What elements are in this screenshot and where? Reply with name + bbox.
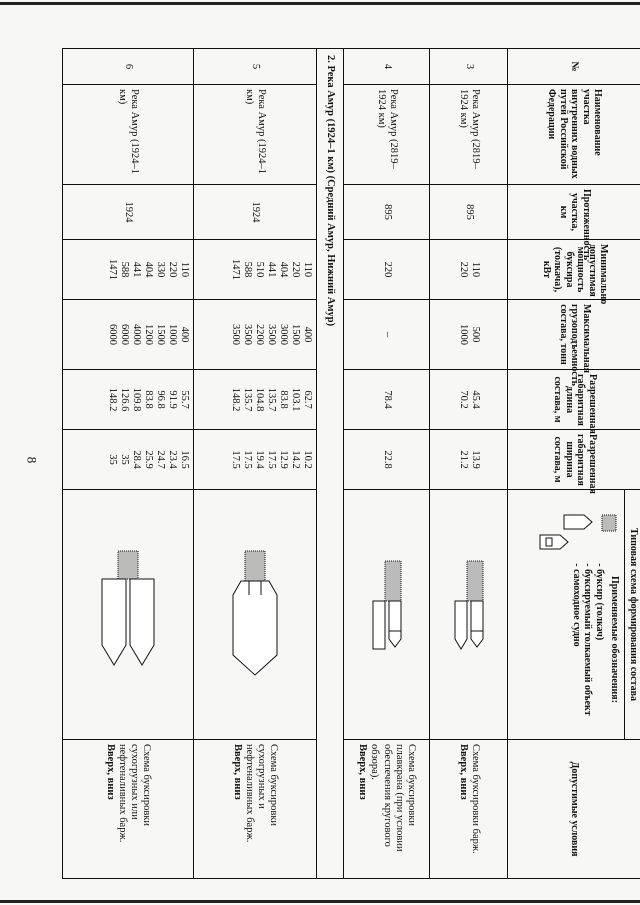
row-length: 895: [430, 185, 508, 240]
legend-item-towed: - буксируемый толкаемый объект: [582, 563, 594, 716]
row-no: 4: [343, 49, 430, 85]
legend-item-tug: - буксир (толкач): [594, 563, 605, 641]
tug-barge-scheme-icon: [447, 555, 491, 675]
row-capacity: 400 1000 1500 1200 4000 6000 6000: [63, 300, 194, 370]
page-number: 8: [24, 456, 40, 464]
header-scheme: [508, 490, 640, 740]
table-row: [194, 49, 316, 879]
row-length: 1924: [63, 185, 194, 240]
row-power: 220: [343, 240, 430, 300]
header-perm-width: Разрешенная габаритная ширина состава, м: [508, 430, 640, 490]
header-no: №: [508, 49, 640, 85]
legend-title: Применяемые обозначения:: [609, 575, 621, 704]
row-scheme: [430, 490, 508, 740]
row-perm-length: 45.4 70.2: [430, 370, 508, 430]
pushed-barge-scheme-icon: [229, 545, 281, 685]
row-power: 110 220 330 404 441 588 1471: [63, 240, 194, 300]
row-length: 895: [343, 185, 430, 240]
section-title: 2. Река Амур (1924–1 км) (Средний Амур, Нижний Амур): [316, 49, 343, 879]
row-no: 6: [63, 49, 194, 85]
row-power: 110 220 404 441 510 588 1471: [194, 240, 316, 300]
row-perm-length: 78.4: [343, 370, 430, 430]
table-row: [343, 49, 430, 879]
row-perm-width: 22.8: [343, 430, 430, 490]
table-row: [430, 49, 508, 879]
row-no: 3: [430, 49, 508, 85]
section-heading-row: [316, 49, 343, 879]
row-perm-width: 16.5 23.4 24.7 25.9 28.4 35 35: [63, 430, 194, 490]
row-conditions: Схема буксировки плавкрана (при условии обеспечения кругового обзора). Вверх, вниз: [343, 740, 430, 879]
scan-edge-bottom: [0, 900, 640, 903]
row-perm-length: 55.7 91.9 96.8 83.8 109.8 126.6 148.2: [63, 370, 194, 430]
row-perm-width: 13.9 21.2: [430, 430, 508, 490]
scan-edge-top: [0, 2, 640, 5]
convoy-regulation-table: [62, 48, 640, 879]
row-power: 110 220: [430, 240, 508, 300]
header-capacity: Максимальная грузоподъемность состава, тонн: [508, 300, 640, 370]
table-row: [63, 49, 194, 879]
row-scheme: [343, 490, 430, 740]
row-capacity: –: [343, 300, 430, 370]
header-perm-length: Разрешенная габаритная длина состава, м: [508, 370, 640, 430]
legend-symbols-icon: [537, 513, 621, 553]
row-capacity: 400 1500 3000 3500 2200 3500 3500: [194, 300, 316, 370]
header-name: Наименование участка внутренних водных путей Российской Федерации: [508, 85, 640, 185]
regulation-table-sheet: [62, 48, 640, 878]
row-no: 5: [194, 49, 316, 85]
header-length: Протяженность участка, км: [508, 185, 640, 240]
tug-crane-scheme-icon: [365, 555, 409, 675]
row-perm-width: 10.2 14.2 12.9 17.5 19.4 17.5 17.5: [194, 430, 316, 490]
row-name: Река Амур (2819–1924 км): [430, 85, 508, 185]
row-name: Река Амур (2819–1924 км): [343, 85, 430, 185]
row-perm-length: 62.7 103.1 83.8 135.7 104.8 135.7 148.2: [194, 370, 316, 430]
two-barge-scheme-icon: [98, 545, 158, 685]
row-capacity: 500 1000: [430, 300, 508, 370]
row-name: Река Амур (1924–1 км): [194, 85, 316, 185]
scheme-title: Типовая схема формирования состава: [625, 490, 640, 739]
row-length: 1924: [194, 185, 316, 240]
row-conditions: Схема буксировки сухогрузных и нефтеналивных барж. Вверх, вниз: [194, 740, 316, 879]
legend-item-selfprop: - самоходное судно: [571, 563, 582, 647]
row-name: Река Амур (1924–1 км): [63, 85, 194, 185]
row-scheme: [63, 490, 194, 740]
legend-symbols: [537, 513, 621, 553]
row-conditions: Схема буксировки барж. Вверх, вниз: [430, 740, 508, 879]
header-power: Минимально допустимая мощность буксира (толкача), кВт: [508, 240, 640, 300]
legend: [533, 490, 625, 739]
row-scheme: [194, 490, 316, 740]
header-conditions: Допустимые условия: [508, 740, 640, 879]
row-conditions: Схема буксировки сухогрузных или нефтеналивных барж. Вверх, вниз: [63, 740, 194, 879]
